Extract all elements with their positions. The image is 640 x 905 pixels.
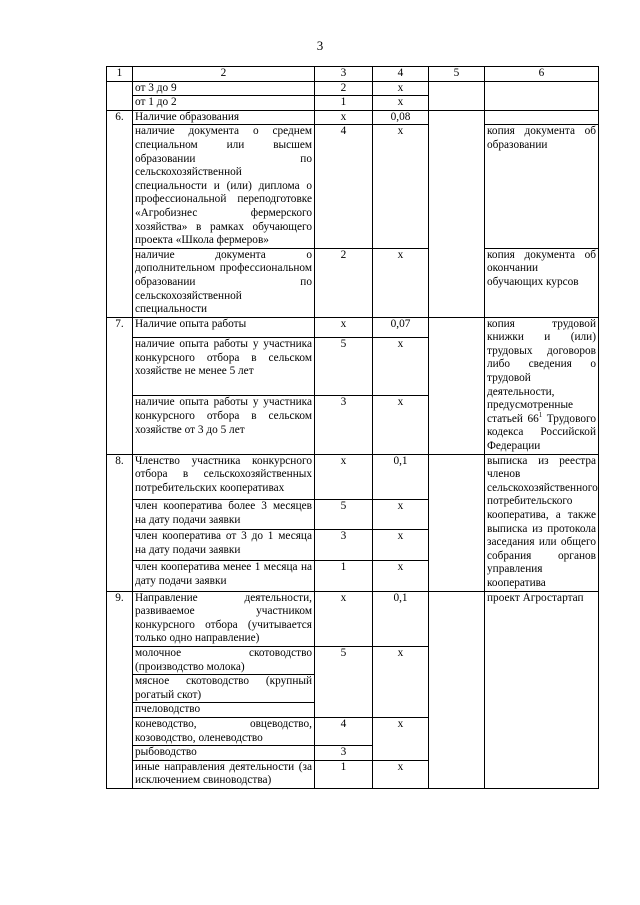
page-number: 3 bbox=[316, 38, 324, 53]
criterion-title: Наличие опыта работы bbox=[133, 317, 315, 337]
criterion-text: рыбоводство bbox=[133, 746, 315, 761]
weight-cell: х bbox=[373, 499, 429, 530]
weight-cell: х bbox=[373, 248, 429, 317]
empty-cell bbox=[429, 317, 485, 454]
empty-cell bbox=[429, 454, 485, 591]
criterion-text: член кооператива менее 1 месяца на дату подачи заявки bbox=[133, 561, 315, 592]
header-cell: 6 bbox=[485, 67, 599, 82]
header-cell: 4 bbox=[373, 67, 429, 82]
score-cell: 1 bbox=[315, 561, 373, 592]
table-row bbox=[107, 317, 599, 337]
row-number-cell bbox=[107, 81, 133, 110]
criterion-text: член кооператива от 3 до 1 месяца на дату подачи заявки bbox=[133, 530, 315, 561]
criterion-text: молочное скотоводство (производство молока) bbox=[133, 646, 315, 674]
header-cell: 5 bbox=[429, 67, 485, 82]
weight-cell: х bbox=[373, 81, 429, 96]
score-cell: х bbox=[315, 110, 373, 125]
document-text-tail: Трудового кодекса Российской Федерации bbox=[487, 412, 596, 453]
weight-cell: х bbox=[373, 338, 429, 396]
score-cell: 4 bbox=[315, 717, 373, 745]
criterion-text: наличие опыта работы у участника конкурсного отбора в сельском хозяйстве от 3 до 5 лет bbox=[133, 396, 315, 454]
criterion-text: мясное скотоводство (крупный рогатый скот) bbox=[133, 675, 315, 703]
empty-cell bbox=[429, 110, 485, 317]
table-row bbox=[107, 125, 599, 248]
row-number-cell: 6. bbox=[107, 110, 133, 317]
weight-cell: х bbox=[373, 760, 429, 788]
weight-cell: х bbox=[373, 717, 429, 760]
weight-cell: 0,1 bbox=[373, 591, 429, 646]
criterion-text: иные направления деятельности (за исключением свиноводства) bbox=[133, 760, 315, 788]
score-cell: 5 bbox=[315, 646, 373, 717]
document-cell: копия документа об окончании обучающих курсов bbox=[485, 248, 599, 317]
score-cell: х bbox=[315, 454, 373, 499]
footnote-superscript: 1 bbox=[538, 411, 543, 420]
criterion-text: наличие опыта работы у участника конкурсного отбора в сельском хозяйстве не менее 5 лет bbox=[133, 338, 315, 396]
weight-cell: х bbox=[373, 125, 429, 248]
weight-cell: х bbox=[373, 96, 429, 111]
document-cell: проект Агростартап bbox=[485, 591, 599, 788]
weight-cell: 0,08 bbox=[373, 110, 429, 125]
row-number-cell: 8. bbox=[107, 454, 133, 591]
document-cell bbox=[485, 317, 599, 454]
criterion-title: Направление деятельности, развиваемое участником конкурсного отбора (учитывается только одно направление) bbox=[133, 591, 315, 646]
score-cell: 1 bbox=[315, 760, 373, 788]
table-row bbox=[107, 110, 599, 125]
table-row bbox=[107, 81, 599, 96]
score-cell: 2 bbox=[315, 81, 373, 96]
score-cell: 3 bbox=[315, 746, 373, 761]
weight-cell: х bbox=[373, 646, 429, 717]
criterion-text: наличие документа о среднем специальном или высшем образовании по сельскохозяйственной специальности и (или) диплома о профессиональной переподготовке «Агробизнес фермерского хозяйства» в рамках обучающего проекта «Школа фермеров» bbox=[133, 125, 315, 248]
score-cell: 5 bbox=[315, 338, 373, 396]
weight-cell: х bbox=[373, 396, 429, 454]
score-cell: 4 bbox=[315, 125, 373, 248]
header-cell: 2 bbox=[133, 67, 315, 82]
criterion-title: Наличие образования bbox=[133, 110, 315, 125]
criterion-text: от 3 до 9 bbox=[133, 81, 315, 96]
weight-cell: 0,07 bbox=[373, 317, 429, 337]
score-cell: 5 bbox=[315, 499, 373, 530]
score-cell: 2 bbox=[315, 248, 373, 317]
score-cell: х bbox=[315, 591, 373, 646]
document-cell bbox=[485, 110, 599, 125]
document-text: копия трудовой книжки и (или) трудовых договоров либо сведения о трудовой деятельности, предусмотренные статьей 66 bbox=[487, 317, 596, 425]
table-row bbox=[107, 591, 599, 646]
score-cell: х bbox=[315, 317, 373, 337]
criteria-table bbox=[106, 66, 599, 789]
criterion-text: наличие документа о дополнительном профессиональном образовании по сельскохозяйственной специальности bbox=[133, 248, 315, 317]
document-cell: копия документа об образовании bbox=[485, 125, 599, 248]
document-cell: выписка из реестра членов сельскохозяйственного потребительского кооператива, а также выписка из протокола заседания или общего собрания органов управления кооператива bbox=[485, 454, 599, 591]
score-cell: 1 bbox=[315, 96, 373, 111]
criterion-text: коневодство, овцеводство, козоводство, оленеводство bbox=[133, 717, 315, 745]
row-number-cell: 9. bbox=[107, 591, 133, 788]
table-row bbox=[107, 454, 599, 499]
row-number-cell: 7. bbox=[107, 317, 133, 454]
empty-cell bbox=[429, 81, 485, 110]
score-cell: 3 bbox=[315, 530, 373, 561]
criterion-title: Членство участника конкурсного отбора в сельскохозяйственных потребительских кооперативах bbox=[133, 454, 315, 499]
criterion-text: пчеловодство bbox=[133, 703, 315, 718]
criterion-text: член кооператива более 3 месяцев на дату подачи заявки bbox=[133, 499, 315, 530]
table-row bbox=[107, 248, 599, 317]
header-cell: 3 bbox=[315, 67, 373, 82]
empty-cell bbox=[429, 591, 485, 788]
weight-cell: х bbox=[373, 530, 429, 561]
weight-cell: х bbox=[373, 561, 429, 592]
weight-cell: 0,1 bbox=[373, 454, 429, 499]
criterion-text: от 1 до 2 bbox=[133, 96, 315, 111]
score-cell: 3 bbox=[315, 396, 373, 454]
document-cell bbox=[485, 81, 599, 110]
table-header-row bbox=[107, 67, 599, 82]
header-cell: 1 bbox=[107, 67, 133, 82]
